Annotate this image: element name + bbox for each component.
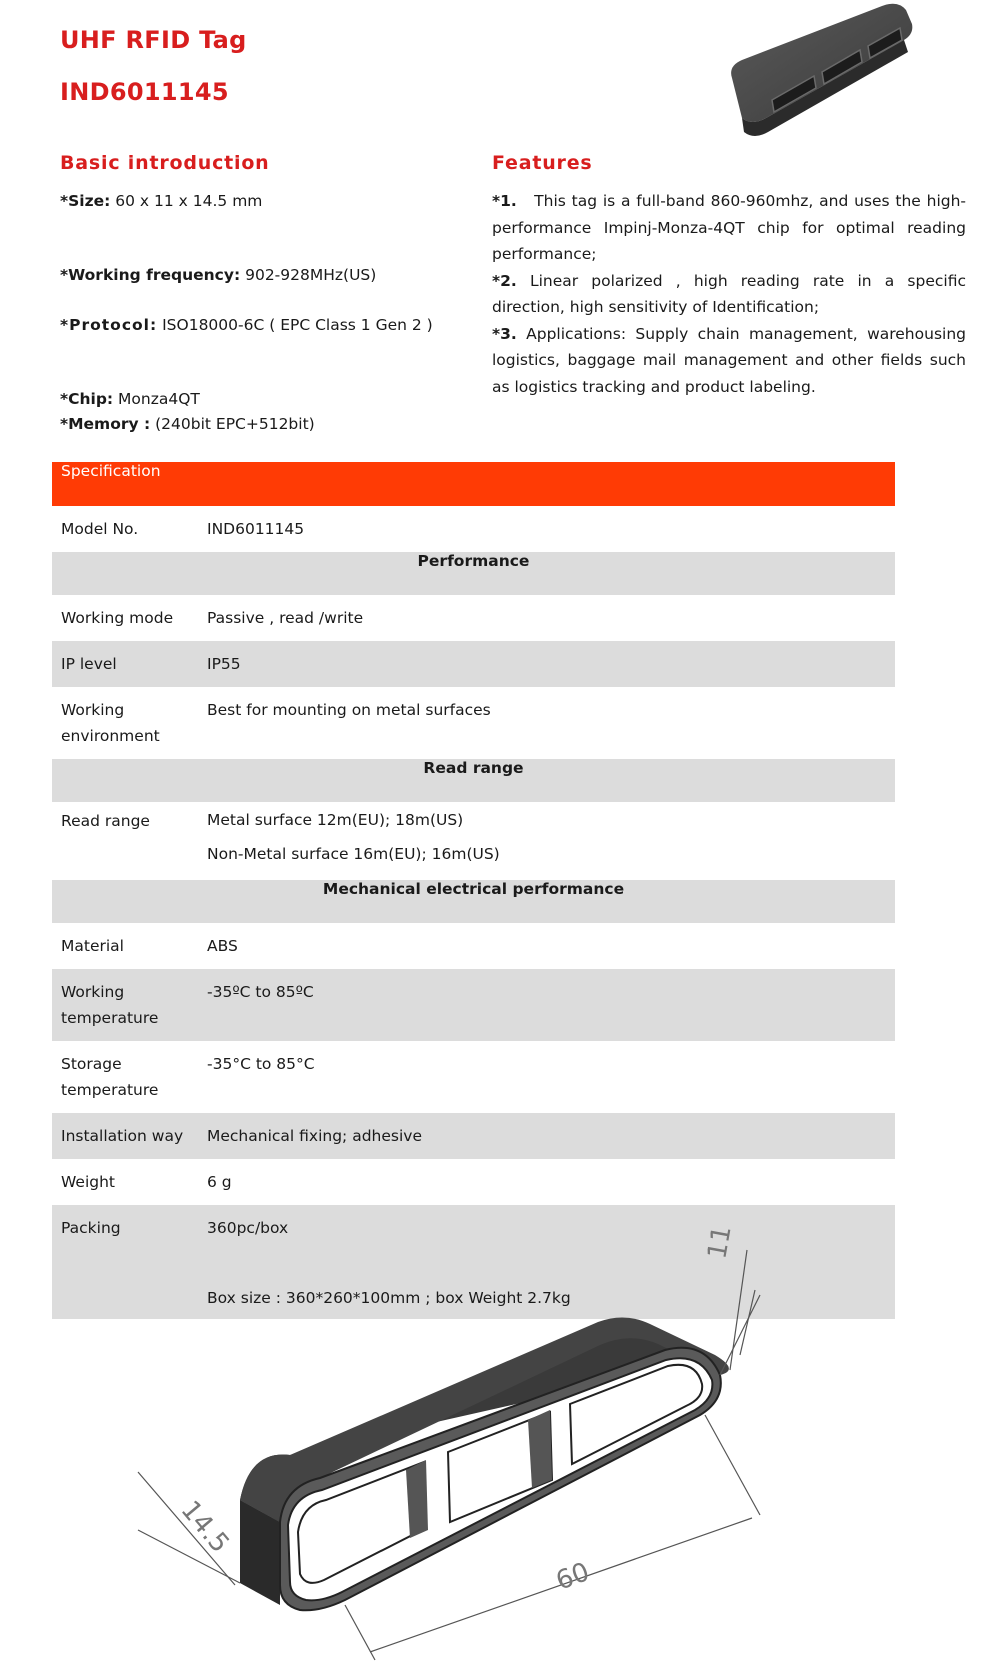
- protocol-line: [60, 312, 433, 339]
- frequency-value: 902-928MHz(US): [240, 266, 377, 284]
- chip-value: Monza4QT: [113, 390, 200, 408]
- basic-intro-heading: Basic introduction: [60, 152, 270, 174]
- working-temperature-value: -35ºC to 85ºC: [198, 969, 895, 1041]
- spec-header-row: [52, 462, 895, 506]
- weight-label: Weight: [52, 1159, 198, 1205]
- working-mode-label: Working mode: [52, 595, 198, 641]
- dim-length-label: 60: [552, 1557, 594, 1597]
- read-range-label: Read range: [52, 802, 198, 880]
- packing-label: Packing: [52, 1205, 198, 1283]
- memory-value: (240bit EPC+512bit): [150, 415, 315, 433]
- working-mode-value: Passive , read /write: [198, 595, 895, 641]
- features-heading: Features: [492, 152, 593, 174]
- section-row: [52, 880, 895, 923]
- frequency-label: *Working frequency:: [60, 266, 241, 284]
- performance-heading: Performance: [52, 552, 895, 595]
- memory-line: [60, 411, 315, 438]
- table-row: [52, 1205, 895, 1283]
- mechanical-heading: Mechanical electrical performance: [52, 880, 895, 923]
- installation-value: Mechanical fixing; adhesive: [198, 1113, 895, 1159]
- features-list: [492, 188, 966, 400]
- memory-label: *Memory :: [60, 415, 151, 433]
- table-row: [52, 506, 895, 552]
- storage-temperature-label: Storage temperature: [52, 1041, 198, 1113]
- spec-heading: Specification: [52, 462, 895, 506]
- chip-label: *Chip:: [60, 390, 114, 408]
- read-range-heading: Read range: [52, 759, 895, 802]
- table-row: [52, 641, 895, 687]
- feature-number: *1.: [492, 192, 517, 210]
- table-row: [52, 802, 895, 880]
- packing-value: 360pc/box: [198, 1205, 895, 1283]
- feature-number: *3.: [492, 324, 517, 343]
- specification-table: [52, 462, 895, 1319]
- feature-number: *2.: [492, 271, 517, 290]
- product-photo: [722, 0, 932, 140]
- feature-item: [492, 188, 966, 268]
- table-row: [52, 595, 895, 641]
- model-value: IND6011145: [198, 506, 895, 552]
- dim-height-label: 11: [702, 1223, 738, 1262]
- feature-text: This tag is a full-band 860-960mhz, and uses the high-performance Impinj-Monza-4QT chip for optimal reading performance;: [492, 192, 967, 263]
- feature-item: [492, 321, 966, 401]
- working-environment-value: Best for mounting on metal surfaces: [198, 687, 895, 759]
- material-value: ABS: [198, 923, 895, 969]
- box-size-value: Box size : 360*260*100mm ; box Weight 2.7kg: [198, 1283, 895, 1319]
- size-line: [60, 188, 262, 215]
- product-model-title: IND6011145: [60, 78, 229, 106]
- read-range-nonmetal: Non-Metal surface 16m(EU); 16m(US): [207, 845, 500, 863]
- ip-level-label: IP level: [52, 641, 198, 687]
- table-row: [52, 1113, 895, 1159]
- section-row: [52, 759, 895, 802]
- protocol-label: *Protocol:: [60, 316, 158, 334]
- material-label: Material: [52, 923, 198, 969]
- size-value: 60 x 11 x 14.5 mm: [110, 192, 263, 210]
- ip-level-value: IP55: [198, 641, 895, 687]
- feature-text: Linear polarized , high reading rate in a specific direction, high sensitivity of Identification;: [492, 271, 966, 316]
- table-row: [52, 1041, 895, 1113]
- section-row: [52, 552, 895, 595]
- table-row: [52, 969, 895, 1041]
- protocol-value: ISO18000-6C ( EPC Class 1 Gen 2 ): [157, 316, 433, 334]
- table-row: [52, 1159, 895, 1205]
- model-label: Model No.: [52, 506, 198, 552]
- chip-line: [60, 386, 200, 413]
- installation-label: Installation way: [52, 1113, 198, 1159]
- table-row: [52, 687, 895, 759]
- feature-text: Applications: Supply chain management, warehousing logistics, baggage mail management and other fields such as logistics tracking and product labeling.: [492, 324, 966, 396]
- table-row: [52, 923, 895, 969]
- dim-width-label: 14.5: [174, 1495, 235, 1559]
- feature-item: [492, 268, 966, 321]
- weight-value: 6 g: [198, 1159, 895, 1205]
- read-range-value: [198, 802, 895, 880]
- frequency-line: [60, 262, 376, 289]
- size-label: *Size:: [60, 192, 111, 210]
- read-range-metal: Metal surface 12m(EU); 18m(US): [207, 811, 464, 829]
- working-environment-label: Working environment: [52, 687, 198, 759]
- storage-temperature-value: -35°C to 85°C: [198, 1041, 895, 1113]
- working-temperature-label: Working temperature: [52, 969, 198, 1041]
- product-title: UHF RFID Tag: [60, 26, 247, 54]
